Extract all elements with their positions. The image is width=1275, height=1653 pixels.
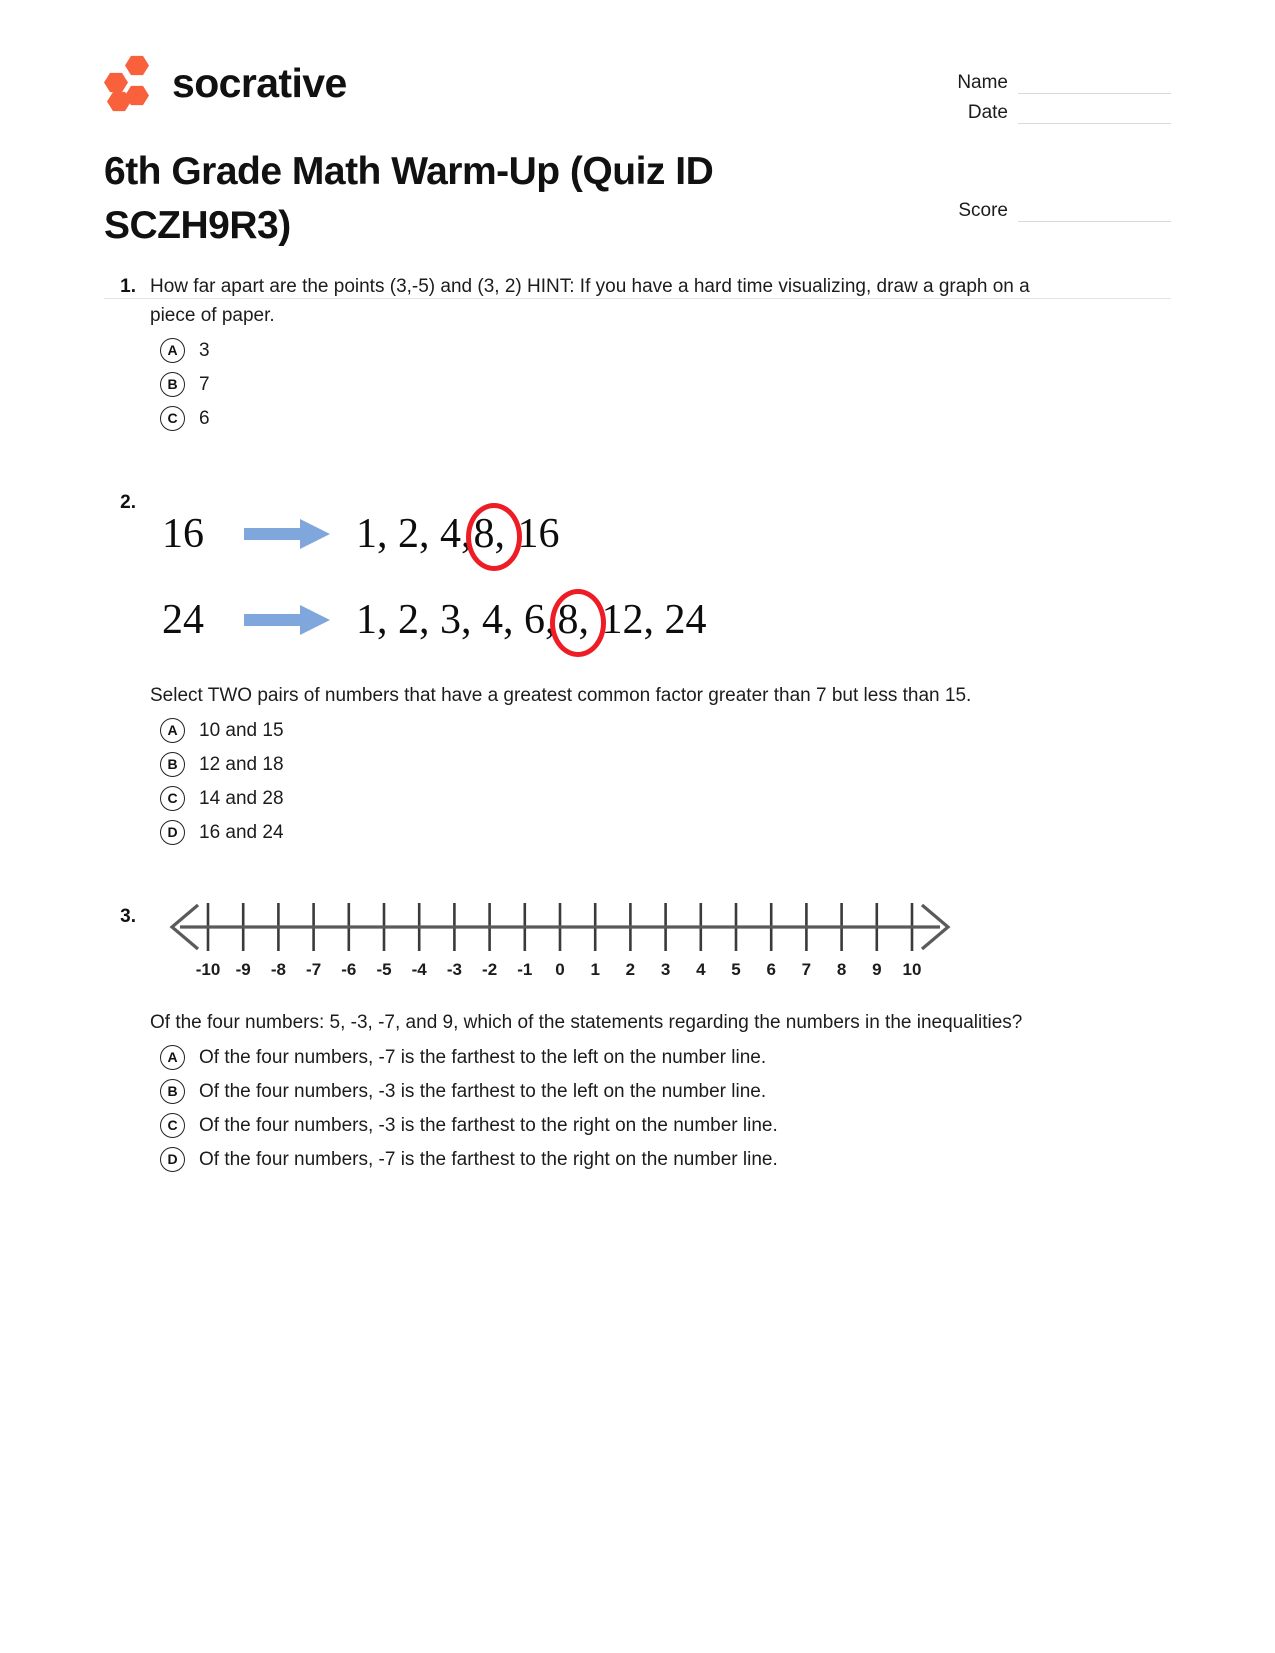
factor-row-16 <box>150 491 1171 577</box>
number-line-tick-label: -1 <box>517 960 533 979</box>
score-label: Score <box>958 200 1008 221</box>
number-line-tick-label: -5 <box>376 960 392 979</box>
question-1-text: How far apart are the points (3,-5) and (3, 2) HINT: If you have a hard time visualizing, draw a graph on a piece of paper. <box>150 276 1030 326</box>
option-bubble-a[interactable]: A <box>160 1045 185 1070</box>
option-bubble-c[interactable]: C <box>160 406 185 431</box>
factor-source-number-24: 24 <box>162 597 204 643</box>
factor-list-24 <box>356 596 707 644</box>
number-line-tick-label: 4 <box>696 960 706 979</box>
number-line-tick-label: -10 <box>195 960 221 979</box>
date-label: Date <box>967 102 1008 123</box>
right-arrow-icon <box>242 517 332 551</box>
question-2-factor-figure <box>150 491 1171 663</box>
option-bubble-a[interactable]: A <box>160 718 185 743</box>
option-bubble-d[interactable]: D <box>160 1147 185 1172</box>
option-label-d: Of the four numbers, -7 is the farthest to the right on the number line. <box>199 1149 778 1170</box>
factor-list-16 <box>356 510 560 558</box>
option-bubble-c[interactable]: C <box>160 786 185 811</box>
score-field-row <box>926 192 1171 222</box>
number-line-tick-label: 1 <box>590 960 600 979</box>
option-label-d: 16 and 24 <box>199 822 284 843</box>
question-1-header <box>104 272 1171 330</box>
option-bubble-a[interactable]: A <box>160 338 185 363</box>
question-3-number-line-figure <box>150 887 1171 992</box>
number-line-tick-label: 3 <box>660 960 671 979</box>
question-3-option-d[interactable] <box>104 1147 1171 1173</box>
question-1-options <box>104 338 1171 432</box>
question-2 <box>104 488 1171 846</box>
option-label-a: 10 and 15 <box>199 720 284 741</box>
question-1-number: 1. <box>120 276 136 297</box>
date-write-in-line[interactable] <box>1018 103 1171 124</box>
page-title: 6th Grade Math Warm-Up (Quiz ID SCZH9R3) <box>104 150 714 247</box>
hexagon-icon <box>125 55 149 76</box>
socrative-hexagon-mark-icon <box>104 55 156 111</box>
number-line-tick-label: -8 <box>270 960 286 979</box>
page-header <box>104 0 1171 247</box>
number-line-tick-label: -4 <box>411 960 427 979</box>
question-3-text: Of the four numbers: 5, -3, -7, and 9, which of the statements regarding the numbers in the inequalities? <box>150 1012 1023 1033</box>
number-line-tick-label: -3 <box>446 960 462 979</box>
question-3-number: 3. <box>120 906 136 927</box>
name-label: Name <box>957 72 1008 93</box>
question-3-option-c[interactable] <box>104 1113 1171 1139</box>
question-3-option-a[interactable] <box>104 1045 1171 1071</box>
score-write-in-line[interactable] <box>1018 201 1171 222</box>
question-2-option-c[interactable] <box>104 786 1171 812</box>
date-field-row <box>926 94 1171 124</box>
option-label-a: Of the four numbers, -7 is the farthest to the left on the number line. <box>199 1047 767 1068</box>
factor-list-24-after: 12, 24 <box>591 597 707 643</box>
factor-list-24-before: 1, 2, 3, 4, 6, <box>356 597 556 643</box>
question-3-option-b[interactable] <box>104 1079 1171 1105</box>
option-bubble-b[interactable]: B <box>160 752 185 777</box>
question-2-option-a[interactable] <box>104 718 1171 744</box>
right-arrow-icon <box>242 603 332 637</box>
option-bubble-b[interactable]: B <box>160 1079 185 1104</box>
question-3-options <box>104 1045 1171 1173</box>
option-label-a: 3 <box>199 340 210 361</box>
number-line-graphic <box>150 887 960 987</box>
option-label-c: Of the four numbers, -3 is the farthest to the right on the number line. <box>199 1115 778 1136</box>
question-2-option-d[interactable] <box>104 820 1171 846</box>
question-1-option-b[interactable] <box>104 372 1171 398</box>
number-line-tick-label: 0 <box>555 960 565 979</box>
questions-list <box>104 240 1171 1173</box>
number-line-tick-label: -9 <box>235 960 251 979</box>
student-meta-fields <box>926 64 1171 222</box>
number-line-tick-label: 6 <box>766 960 776 979</box>
question-1-option-c[interactable] <box>104 406 1171 432</box>
factor-list-16-after: 16 <box>507 511 560 557</box>
factor-row-24 <box>150 577 1171 663</box>
question-2-number: 2. <box>120 492 136 513</box>
option-label-c: 6 <box>199 408 210 429</box>
spacer <box>104 442 1171 488</box>
number-line-tick-label: 10 <box>902 960 922 979</box>
factor-list-16-before: 1, 2, 4, <box>356 511 472 557</box>
question-1 <box>104 272 1171 432</box>
number-line-tick-label: -2 <box>482 960 498 979</box>
factor-list-24-circled: 8, <box>557 597 589 643</box>
factor-source-number-16: 16 <box>162 511 204 557</box>
option-bubble-c[interactable]: C <box>160 1113 185 1138</box>
number-line-tick-labels <box>196 960 922 979</box>
socrative-logo <box>104 55 347 111</box>
number-line-tick-label: -7 <box>306 960 322 979</box>
option-bubble-d[interactable]: D <box>160 820 185 845</box>
question-2-option-b[interactable] <box>104 752 1171 778</box>
number-line-tick-label: -6 <box>341 960 357 979</box>
number-line-tick-label: 8 <box>836 960 847 979</box>
option-label-b: 12 and 18 <box>199 754 284 775</box>
question-2-text: Select TWO pairs of numbers that have a greatest common factor greater than 7 but less than 15. <box>150 685 972 706</box>
number-line-tick-label: 2 <box>625 960 636 979</box>
option-label-b: 7 <box>199 374 210 395</box>
factor-list-16-circled: 8, <box>473 511 505 557</box>
number-line-tick-label: 5 <box>731 960 741 979</box>
option-bubble-b[interactable]: B <box>160 372 185 397</box>
option-label-b: Of the four numbers, -3 is the farthest to the left on the number line. <box>199 1081 767 1102</box>
name-write-in-line[interactable] <box>1018 73 1171 94</box>
question-1-option-a[interactable] <box>104 338 1171 364</box>
hexagon-icon <box>104 72 128 93</box>
option-label-c: 14 and 28 <box>199 788 284 809</box>
number-line-tick-label: 9 <box>872 960 882 979</box>
question-2-options <box>104 718 1171 846</box>
number-line-tick-label: 7 <box>801 960 812 979</box>
question-3 <box>104 902 1171 1173</box>
brand-wordmark: socrative <box>172 59 347 106</box>
name-field-row <box>926 64 1171 94</box>
